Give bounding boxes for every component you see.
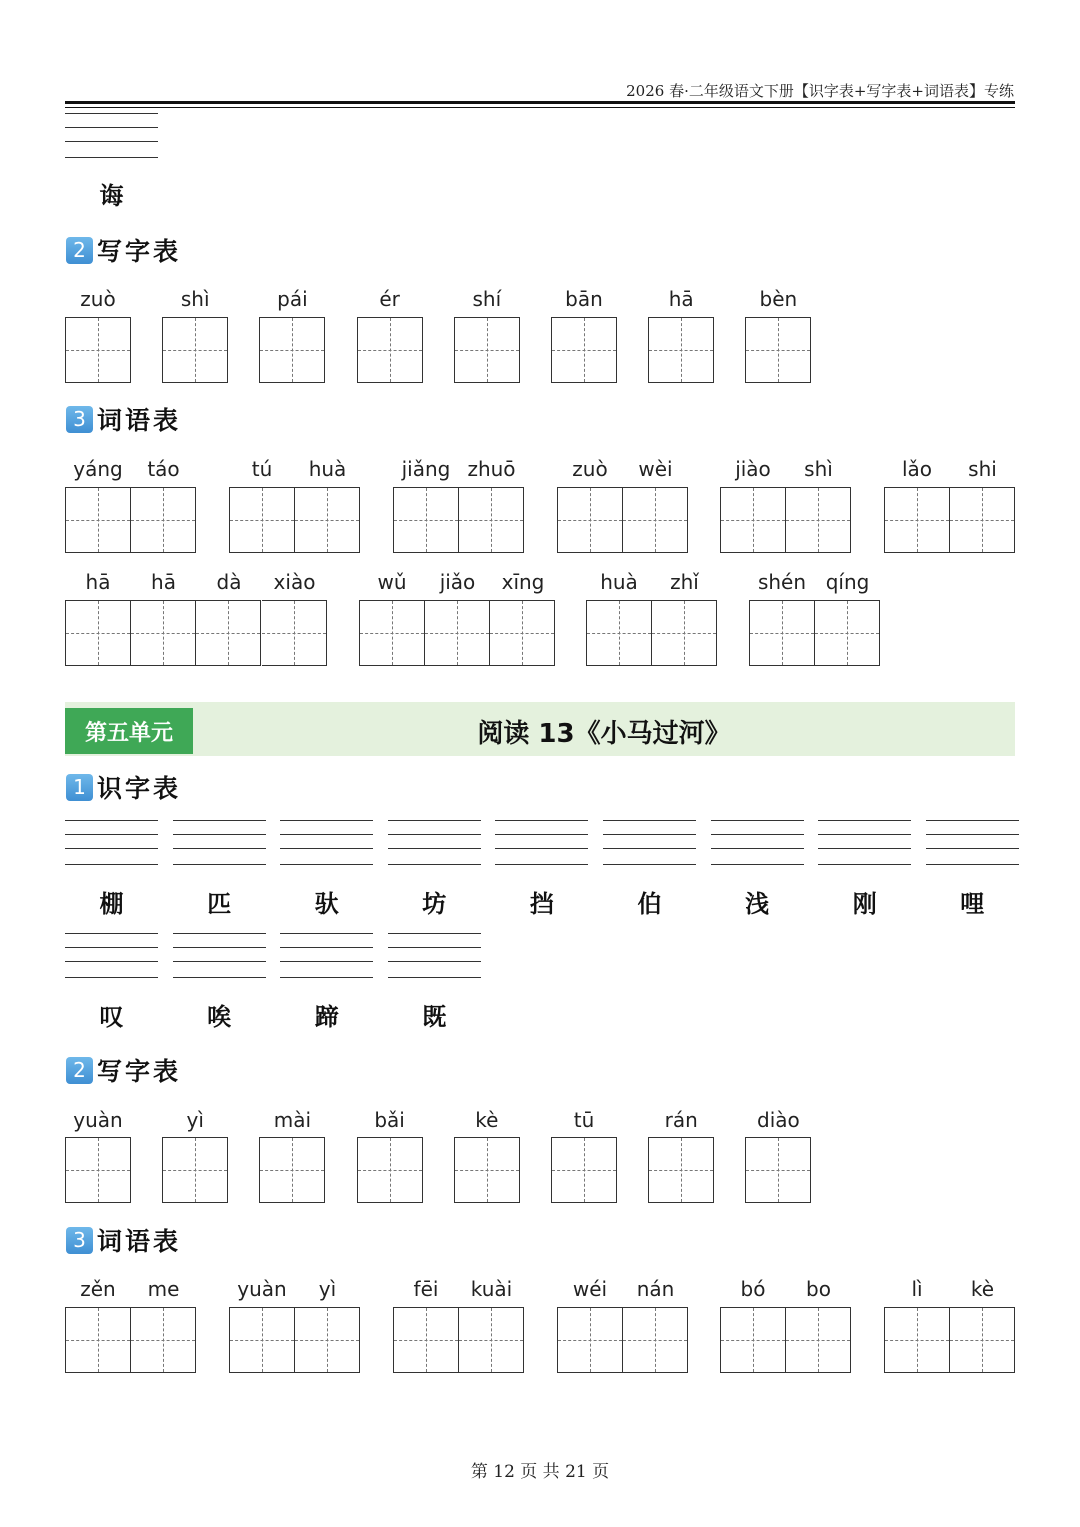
grid-guide xyxy=(66,1170,130,1171)
tianzige-cell[interactable] xyxy=(720,487,786,553)
ruled-lines xyxy=(711,820,804,864)
ruled-line xyxy=(280,961,373,962)
ruled-line xyxy=(603,834,696,835)
pinyin-label: jiǎo xyxy=(439,570,476,594)
header-rule-thick xyxy=(65,101,1015,104)
pinyin-label: bān xyxy=(565,287,603,311)
ruled-line xyxy=(818,864,911,865)
pinyin-label: kuài xyxy=(470,1277,513,1301)
section-title: 词语表 xyxy=(97,1227,182,1256)
grid-guide xyxy=(230,520,294,521)
grid-guide xyxy=(455,1170,519,1171)
ruled-line xyxy=(280,848,373,849)
tianzige-cell[interactable] xyxy=(65,1307,131,1373)
grid-guide xyxy=(558,520,622,521)
tianzige-cell[interactable] xyxy=(557,1307,623,1373)
recognize-char: 叹 xyxy=(99,1002,124,1031)
ruled-line xyxy=(603,848,696,849)
ruled-line xyxy=(926,848,1019,849)
ruled-line xyxy=(388,947,481,948)
tianzige-cell[interactable] xyxy=(459,487,524,553)
grid-guide xyxy=(131,1340,195,1341)
pinyin-label: huà xyxy=(600,570,638,594)
pinyin-label: hā xyxy=(85,570,111,594)
tianzige-cell[interactable] xyxy=(786,1307,851,1373)
tianzige-cell[interactable] xyxy=(393,1307,459,1373)
ruled-lines xyxy=(603,820,696,864)
ruled-line xyxy=(173,977,266,978)
recognize-char: 伯 xyxy=(637,889,662,918)
pinyin-label: xiào xyxy=(273,570,316,594)
grid-guide xyxy=(623,1340,687,1341)
ruled-line xyxy=(711,820,804,821)
tianzige-cell[interactable] xyxy=(745,1137,811,1203)
pinyin-label: yuàn xyxy=(73,1108,123,1132)
grid-guide xyxy=(358,350,422,351)
ruled-line xyxy=(495,864,588,865)
tianzige-cell[interactable] xyxy=(557,487,623,553)
ruled-lines xyxy=(65,933,158,977)
tianzige-cell[interactable] xyxy=(229,1307,295,1373)
grid-guide xyxy=(394,1340,458,1341)
tianzige-cell[interactable] xyxy=(749,600,815,666)
grid-guide xyxy=(885,1340,949,1341)
recognize-char: 坊 xyxy=(422,889,447,918)
pinyin-label: hā xyxy=(668,287,694,311)
recognize-char: 挡 xyxy=(529,889,554,918)
grid-guide xyxy=(815,633,879,634)
pinyin-label: dà xyxy=(216,570,242,594)
ruled-line xyxy=(65,961,158,962)
ruled-line xyxy=(65,834,158,835)
recognize-char: 棚 xyxy=(99,889,124,918)
ruled-line xyxy=(388,848,481,849)
grid-guide xyxy=(652,633,716,634)
grid-guide xyxy=(950,1340,1014,1341)
unit-tag: 第五单元 xyxy=(65,708,193,754)
pinyin-label: nán xyxy=(636,1277,675,1301)
grid-guide xyxy=(750,633,814,634)
pinyin-label: pái xyxy=(277,287,308,311)
section-title: 词语表 xyxy=(97,406,182,435)
tianzige-cell[interactable] xyxy=(490,600,555,666)
tianzige-cell[interactable] xyxy=(652,600,717,666)
tianzige-cell[interactable] xyxy=(454,317,520,383)
tianzige-cell[interactable] xyxy=(65,1137,131,1203)
ruled-line xyxy=(818,834,911,835)
ruled-lines xyxy=(173,820,266,864)
recognize-char: 唉 xyxy=(207,1002,232,1031)
pinyin-label: lì xyxy=(911,1277,923,1301)
tianzige-cell[interactable] xyxy=(950,1307,1015,1373)
grid-guide xyxy=(746,350,810,351)
pinyin-label: shén xyxy=(757,570,807,594)
grid-guide xyxy=(459,1340,523,1341)
pinyin-label: shí xyxy=(472,287,502,311)
ruled-line xyxy=(711,864,804,865)
pinyin-label: huà xyxy=(308,457,347,481)
recognize-char: 诲 xyxy=(99,181,124,210)
grid-guide xyxy=(786,1340,850,1341)
tianzige-cell[interactable] xyxy=(259,1137,325,1203)
tianzige-cell[interactable] xyxy=(65,487,131,553)
tianzige-cell[interactable] xyxy=(648,317,714,383)
grid-guide xyxy=(360,633,424,634)
pinyin-label: tú xyxy=(251,457,273,481)
pinyin-label: wéi xyxy=(572,1277,608,1301)
tianzige-cell[interactable] xyxy=(459,1307,524,1373)
ruled-line xyxy=(388,834,481,835)
recognize-char: 刚 xyxy=(852,889,877,918)
ruled-line xyxy=(711,834,804,835)
grid-guide xyxy=(558,1340,622,1341)
ruled-line xyxy=(926,820,1019,821)
pinyin-label: wèi xyxy=(638,457,673,481)
tianzige-cell[interactable] xyxy=(551,1137,617,1203)
ruled-line xyxy=(65,977,158,978)
tianzige-cell[interactable] xyxy=(262,600,327,666)
pinyin-label: diào xyxy=(757,1108,800,1132)
section-title: 写字表 xyxy=(97,237,182,266)
tianzige-cell[interactable] xyxy=(65,600,131,666)
grid-guide xyxy=(66,633,130,634)
section-number: 2 xyxy=(66,1057,93,1084)
ruled-lines xyxy=(818,820,911,864)
tianzige-cell[interactable] xyxy=(786,487,851,553)
ruled-line xyxy=(495,820,588,821)
grid-guide xyxy=(649,1170,713,1171)
grid-guide xyxy=(131,633,195,634)
pinyin-label: zuò xyxy=(80,287,116,311)
ruled-line xyxy=(173,947,266,948)
tianzige-cell[interactable] xyxy=(720,1307,786,1373)
grid-guide xyxy=(786,520,850,521)
ruled-line xyxy=(65,820,158,821)
grid-guide xyxy=(552,1170,616,1171)
section-write-top xyxy=(66,234,181,266)
tianzige-cell[interactable] xyxy=(295,487,360,553)
grid-guide xyxy=(295,520,359,521)
ruled-line xyxy=(65,933,158,934)
grid-guide xyxy=(262,633,326,634)
grid-guide xyxy=(295,1340,359,1341)
pinyin-label: zhǐ xyxy=(670,570,699,594)
header-title: 2026 春·二年级语文下册【识字表+写字表+词语表】专练 xyxy=(626,82,1014,100)
tianzige-cell[interactable] xyxy=(950,487,1015,553)
ruled-line xyxy=(603,820,696,821)
tianzige-cell[interactable] xyxy=(815,600,880,666)
pinyin-label: shì xyxy=(180,287,210,311)
pinyin-label: táo xyxy=(147,457,180,481)
pinyin-label: lǎo xyxy=(901,457,933,481)
ruled-line xyxy=(280,834,373,835)
ruled-line xyxy=(495,834,588,835)
grid-guide xyxy=(587,633,651,634)
grid-guide xyxy=(394,520,458,521)
pinyin-label: zěn xyxy=(80,1277,116,1301)
ruled-lines xyxy=(926,820,1019,864)
grid-guide xyxy=(455,350,519,351)
ruled-lines xyxy=(65,820,158,864)
pinyin-label: yì xyxy=(186,1108,204,1132)
tianzige-cell[interactable] xyxy=(393,487,459,553)
tianzige-cell[interactable] xyxy=(196,600,261,666)
section-title: 写字表 xyxy=(97,1057,182,1086)
ruled-line xyxy=(818,820,911,821)
ruled-line xyxy=(65,947,158,948)
grid-guide xyxy=(623,520,687,521)
ruled-line xyxy=(65,848,158,849)
pinyin-label: kè xyxy=(970,1277,995,1301)
header-rule-thin xyxy=(65,107,1015,108)
ruled-lines xyxy=(495,820,588,864)
recognize-char: 既 xyxy=(422,1002,447,1031)
ruled-line xyxy=(711,848,804,849)
pinyin-label: fēi xyxy=(413,1277,439,1301)
pinyin-label: shi xyxy=(968,457,997,481)
grid-guide xyxy=(490,633,554,634)
ruled-line xyxy=(388,820,481,821)
recognize-char: 蹄 xyxy=(314,1002,339,1031)
pinyin-label: jiào xyxy=(735,457,771,481)
pinyin-label: yuàn xyxy=(237,1277,287,1301)
tianzige-cell[interactable] xyxy=(648,1137,714,1203)
section-number: 2 xyxy=(66,237,93,264)
tianzige-cell[interactable] xyxy=(357,1137,423,1203)
grid-guide xyxy=(552,350,616,351)
ruled-lines xyxy=(388,933,481,977)
ruled-line xyxy=(173,820,266,821)
pinyin-label: jiǎng xyxy=(401,457,451,481)
section-number: 3 xyxy=(66,1227,93,1254)
recognize-char: 哩 xyxy=(960,889,985,918)
grid-guide xyxy=(721,1340,785,1341)
grid-guide xyxy=(459,520,523,521)
section-words-top xyxy=(66,403,181,435)
grid-guide xyxy=(131,520,195,521)
pinyin-label: mài xyxy=(273,1108,312,1132)
pinyin-label: tū xyxy=(573,1108,595,1132)
grid-guide xyxy=(66,350,130,351)
grid-guide xyxy=(66,1340,130,1341)
grid-guide xyxy=(230,1340,294,1341)
ruled-line xyxy=(388,977,481,978)
ruled-lines xyxy=(280,820,373,864)
tianzige-cell[interactable] xyxy=(884,1307,950,1373)
tianzige-cell[interactable] xyxy=(357,317,423,383)
tianzige-cell[interactable] xyxy=(623,1307,688,1373)
pinyin-label: shì xyxy=(804,457,833,481)
tianzige-cell[interactable] xyxy=(131,600,196,666)
ruled-line xyxy=(280,820,373,821)
ruled-line xyxy=(280,977,373,978)
grid-guide xyxy=(950,520,1014,521)
grid-guide xyxy=(196,633,260,634)
recognize-char: 匹 xyxy=(207,889,232,918)
grid-guide xyxy=(163,350,227,351)
tianzige-cell[interactable] xyxy=(884,487,950,553)
pinyin-label: yì xyxy=(318,1277,337,1301)
pinyin-label: zuò xyxy=(572,457,608,481)
ruled-line xyxy=(280,947,373,948)
ruled-lines xyxy=(280,933,373,977)
section-number: 3 xyxy=(66,406,93,433)
section-number: 1 xyxy=(66,774,93,801)
ruled-line xyxy=(173,864,266,865)
ruled-line xyxy=(280,864,373,865)
pinyin-label: yáng xyxy=(73,457,123,481)
ruled-line xyxy=(603,864,696,865)
ruled-line xyxy=(388,961,481,962)
pinyin-label: bèn xyxy=(759,287,798,311)
ruled-lines xyxy=(173,933,266,977)
recognize-char: 浅 xyxy=(745,889,770,918)
ruled-line xyxy=(388,864,481,865)
ruled-lines xyxy=(388,820,481,864)
grid-guide xyxy=(746,1170,810,1171)
tianzige-cell[interactable] xyxy=(65,317,131,383)
grid-guide xyxy=(358,1170,422,1171)
ruled-line xyxy=(818,848,911,849)
tianzige-cell[interactable] xyxy=(359,600,425,666)
pinyin-label: zhuō xyxy=(467,457,516,481)
pinyin-label: me xyxy=(147,1277,180,1301)
pinyin-label: rán xyxy=(664,1108,698,1132)
ruled-line xyxy=(388,933,481,934)
ruled-line xyxy=(495,848,588,849)
ruled-line xyxy=(926,864,1019,865)
pinyin-label: bo xyxy=(806,1277,831,1301)
tianzige-cell[interactable] xyxy=(131,487,196,553)
tianzige-cell[interactable] xyxy=(454,1137,520,1203)
ruled-line xyxy=(926,834,1019,835)
grid-guide xyxy=(260,1170,324,1171)
section-words-bottom xyxy=(66,1224,181,1256)
tianzige-cell[interactable] xyxy=(551,317,617,383)
pinyin-label: kè xyxy=(475,1108,499,1132)
section-title: 识字表 xyxy=(97,774,182,803)
recognize-char: 驮 xyxy=(314,889,339,918)
section-recognize xyxy=(66,771,181,803)
pinyin-label: hā xyxy=(151,570,176,594)
tianzige-cell[interactable] xyxy=(295,1307,360,1373)
grid-guide xyxy=(721,520,785,521)
grid-guide xyxy=(425,633,489,634)
tianzige-cell[interactable] xyxy=(229,487,295,553)
tianzige-cell[interactable] xyxy=(586,600,652,666)
pinyin-label: ér xyxy=(379,287,400,311)
tianzige-cell[interactable] xyxy=(162,1137,228,1203)
pinyin-label: bǎi xyxy=(374,1108,405,1132)
ruled-line xyxy=(280,933,373,934)
ruled-lines xyxy=(65,113,158,157)
ruled-line xyxy=(173,848,266,849)
ruled-line xyxy=(173,933,266,934)
tianzige-cell[interactable] xyxy=(131,1307,196,1373)
tianzige-cell[interactable] xyxy=(623,487,688,553)
grid-guide xyxy=(66,520,130,521)
grid-guide xyxy=(163,1170,227,1171)
pinyin-label: qíng xyxy=(825,570,870,594)
grid-guide xyxy=(885,520,949,521)
tianzige-cell[interactable] xyxy=(745,317,811,383)
pinyin-label: xīng xyxy=(501,570,545,594)
section-write-bottom xyxy=(66,1054,181,1086)
tianzige-cell[interactable] xyxy=(162,317,228,383)
ruled-line xyxy=(65,864,158,865)
grid-guide xyxy=(260,350,324,351)
tianzige-cell[interactable] xyxy=(259,317,325,383)
pinyin-label: bó xyxy=(740,1277,766,1301)
lesson-title: 阅读 13《小马过河》 xyxy=(477,718,731,749)
grid-guide xyxy=(649,350,713,351)
page-number: 第 12 页 共 21 页 xyxy=(470,1462,610,1482)
tianzige-cell[interactable] xyxy=(425,600,490,666)
ruled-line xyxy=(173,961,266,962)
ruled-line xyxy=(173,834,266,835)
pinyin-label: wǔ xyxy=(377,570,407,594)
